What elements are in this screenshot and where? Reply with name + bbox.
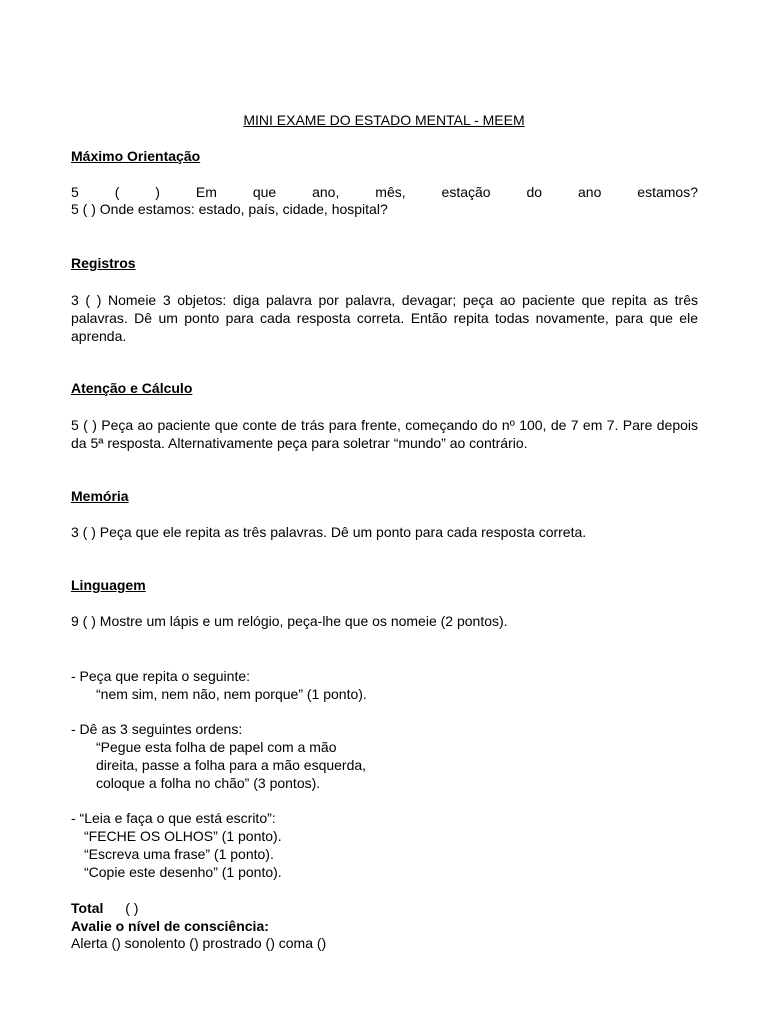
orientacao-line-1: 5 ( ) Em que ano, mês, estação do ano estamos? xyxy=(71,184,698,200)
heading-atencao: Atenção e Cálculo xyxy=(71,380,193,396)
linguagem-item-1: 9 ( ) Mostre um lápis e um relógio, peça-lhe que os nomeie (2 pontos). xyxy=(71,613,508,629)
linguagem-ordens-intro: - Dê as 3 seguintes ordens: xyxy=(71,721,243,737)
heading-memoria: Memória xyxy=(71,488,129,504)
orientacao-line-2: 5 ( ) Onde estamos: estado, país, cidade, hospital? xyxy=(71,201,388,217)
linguagem-ordens-line-1: “Pegue esta folha de papel com a mão xyxy=(96,739,337,755)
linguagem-leia-line-3: “Copie este desenho” (1 ponto). xyxy=(84,864,282,880)
linguagem-ordens-line-3: coloque a folha no chão” (3 pontos). xyxy=(96,775,321,791)
nivel-consciencia-options: Alerta () sonolento () prostrado () coma () xyxy=(71,935,327,951)
heading-orientacao: Máximo Orientação xyxy=(71,148,201,164)
nivel-consciencia-label: Avalie o nível de consciência: xyxy=(71,918,269,934)
linguagem-repita-intro: - Peça que repita o seguinte: xyxy=(71,668,251,684)
memoria-text: 3 ( ) Peça que ele repita as três palavras. Dê um ponto para cada resposta correta. xyxy=(71,524,587,540)
heading-registros: Registros xyxy=(71,255,136,271)
linguagem-leia-line-1: “FECHE OS OLHOS” (1 ponto). xyxy=(84,828,282,844)
total-score-box: ( ) xyxy=(125,900,139,916)
linguagem-ordens-line-2: direita, passe a folha para a mão esquerda, xyxy=(96,757,367,773)
heading-linguagem: Linguagem xyxy=(71,577,146,593)
atencao-text: 5 ( ) Peça ao paciente que conte de trás para frente, começando do nº 100, de 7 em 7. Pare depois da 5ª resposta. Alternativamente peça para soletrar “mundo” ao contrário. xyxy=(71,417,698,451)
registros-text: 3 ( ) Nomeie 3 objetos: diga palavra por palavra, devagar; peça ao paciente que repita as três palavras. Dê um ponto para cada resposta correta. Então repita todas novamente, para que ele aprenda. xyxy=(71,292,698,344)
total-label: Total xyxy=(71,900,104,916)
linguagem-leia-intro: - “Leia e faça o que está escrito”: xyxy=(71,810,276,826)
total-row xyxy=(71,900,138,917)
linguagem-repita-text: “nem sim, nem não, nem porque” (1 ponto). xyxy=(96,686,367,702)
document-title: MINI EXAME DO ESTADO MENTAL - MEEM xyxy=(243,112,525,128)
linguagem-leia-line-2: “Escreva uma frase” (1 ponto). xyxy=(84,846,274,862)
